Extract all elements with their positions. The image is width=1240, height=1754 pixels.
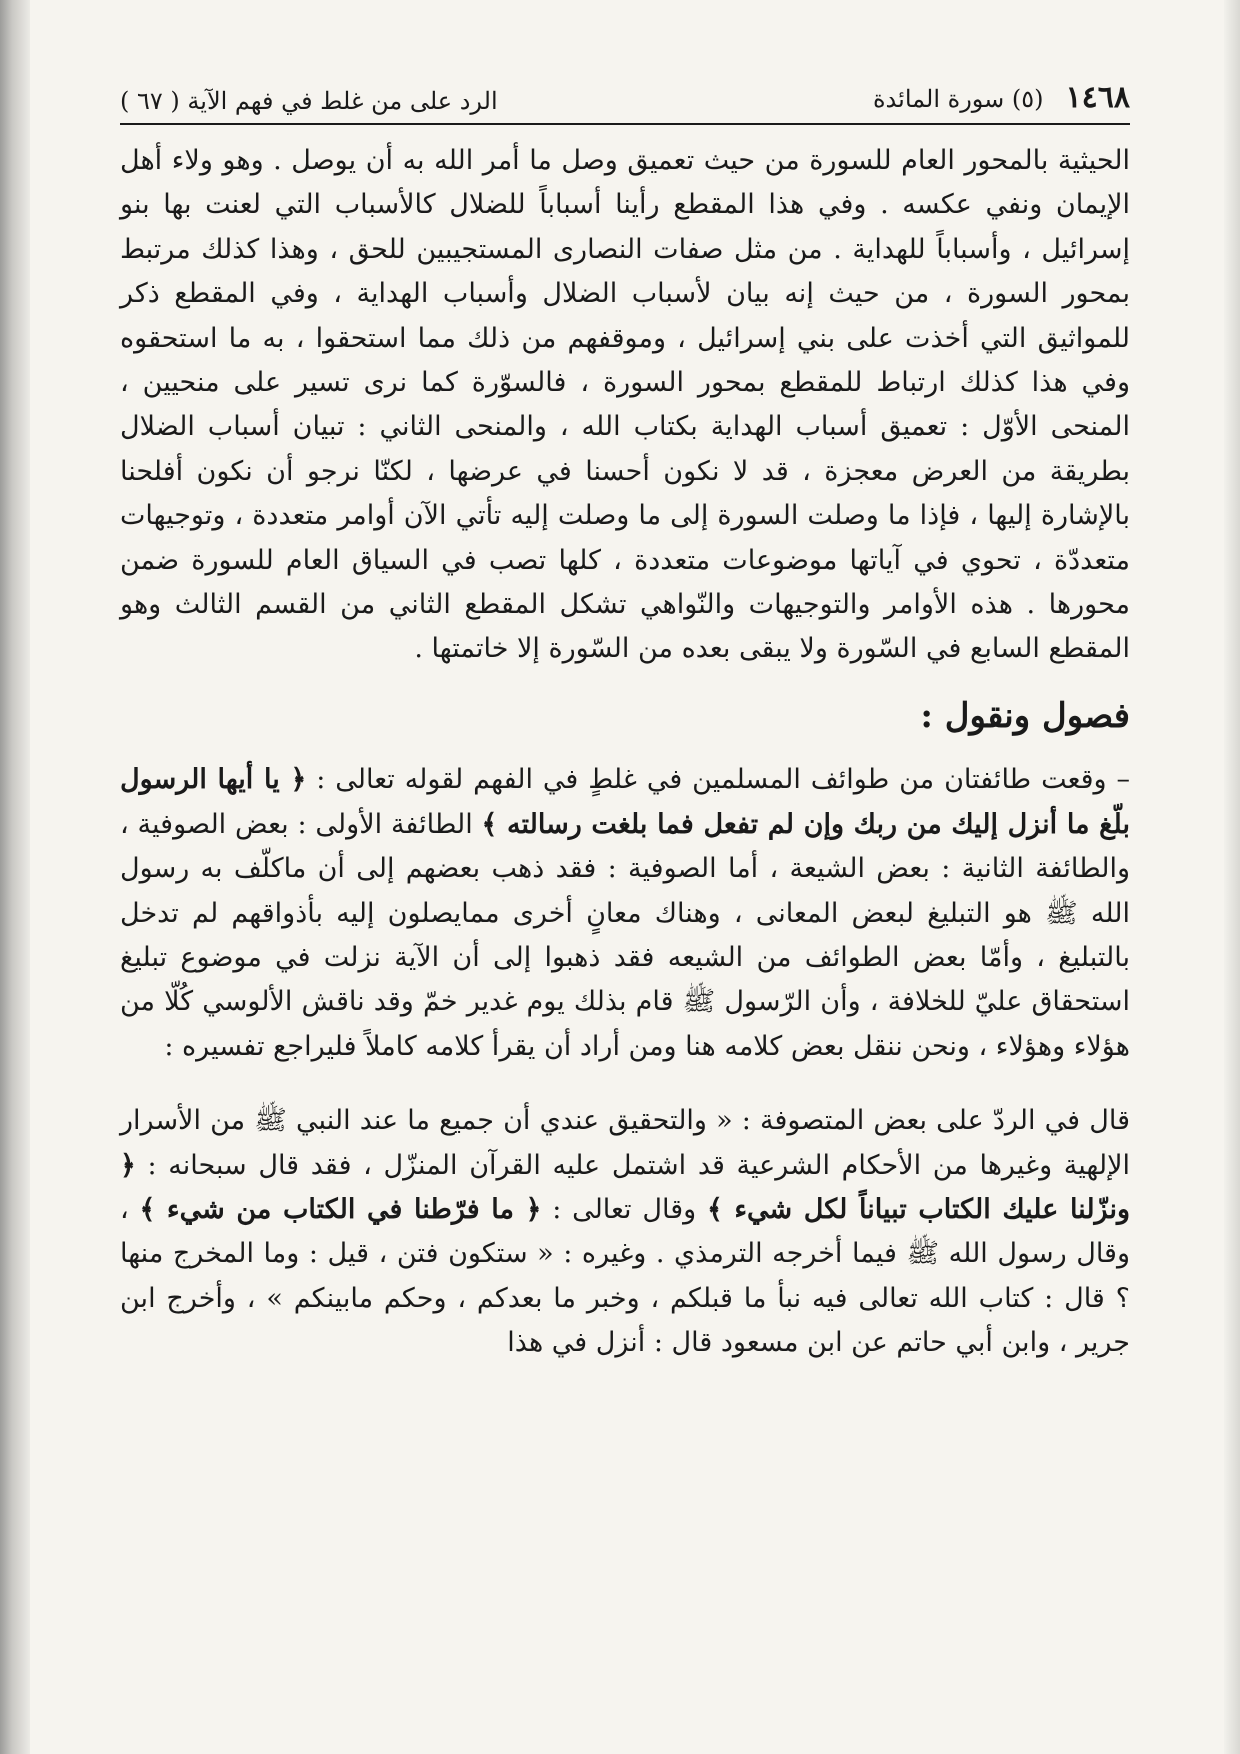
page-edge-right <box>1224 0 1240 1754</box>
paragraph-3 <box>120 1099 1130 1365</box>
paragraph-3-part-1: قال في الردّ على بعض المتصوفة : « والتحقيق عندي أن جميع ما عند النبي ﷺ من الأسرار الإلهية وغيرها من الأحكام الشرعية قد اشتمل عليه القرآن المنزّل ، فقد قال سبحانه : <box>120 1105 1130 1181</box>
page-number: ١٤٦٨ <box>1065 80 1130 115</box>
quran-verse: ﴿ ما فرّطنا في الكتاب من شيء ﴾ <box>139 1193 542 1225</box>
quran-verse: ﴿ يا أيها الرسول بلّغ ما أنزل إليك من ربك وإن لم تفعل فما بلغت رسالته ﴾ <box>120 764 1130 840</box>
chapter-topic: الرد على من غلط في فهم الآية ( ٦٧ ) <box>120 87 498 115</box>
section-title: فصول ونقول : <box>920 695 1130 736</box>
paragraph-3-part-3: ، وقال رسول الله ﷺ فيما أخرجه الترمذي . وغيره : « ستكون فتن ، قيل : وما المخرج منها ؟ قال : كتاب الله تعالى فيه نبأ ما قبلكم ، وخبر ما بعدكم ، وحكم مابينكم » ، وأخرج ابن جرير ، وابن أبي حاتم عن ابن مسعود قال : أنزل في هذا <box>120 1193 1130 1359</box>
quran-verse: ﴿ ونزّلنا عليك الكتاب تبياناً لكل شيء ﴾ <box>120 1149 1130 1225</box>
running-head <box>120 80 1130 125</box>
running-head-right <box>873 80 1130 115</box>
book-page <box>120 80 1130 1720</box>
surah-name: (٥) سورة المائدة <box>872 85 1044 113</box>
page-edge-left <box>0 0 30 1754</box>
paragraph-2-rest: الطائفة الأولى : بعض الصوفية ، والطائفة الثانية : بعض الشيعة ، أما الصوفية : فقد ذهب بعضهم إلى أن ماكلّف به رسول الله ﷺ هو التبليغ لبعض المعانى ، وهناك معانٍ أخرى ممايصلون إليه بأذواقهم لم تدخل بالتبليغ ، وأمّا بعض الطوائف من الشيعه فقد ذهبوا إلى أن الآية نزلت في موضوع تبليغ استحقاق عليّ للخلافة ، وأن الرّسول ﷺ قام بذلك يوم غدير خمّ وقد ناقش الألوسي كُلّا من هؤلاء وهؤلاء ، ونحن ننقل بعض كلامه هنا ومن أراد أن يقرأ كلامه كاملاً فليراجع تفسيره : <box>120 808 1130 1062</box>
paragraph-1: الحيثية بالمحور العام للسورة من حيث تعميق وصل ما أمر الله به أن يوصل . وهو ولاء أهل الإيمان ونفي عكسه . وفي هذا المقطع رأينا أسباباً للضلال كالأسباب التي لعنت بها بنو إسرائيل ، وأسباباً للهداية . من مثل صفات النصارى المستجيبين للحق ، وهذا كذلك مرتبط بمحور السورة ، من حيث إنه بيان لأسباب الضلال وأسباب الهداية ، وفي المقطع ذكر للمواثيق التي أخذت على بني إسرائيل ، وموقفهم من ذلك مما استحقوا ، به ما استحقوه وفي هذا كذلك ارتباط للمقطع بمحور السورة ، فالسوّرة كما نرى تسير على منحيين ، المنحى الأوّل : تعميق أسباب الهداية بكتاب الله ، والمنحى الثاني : تبيان أسباب الضلال بطريقة من العرض معجزة ، قد لا نكون أحسنا في عرضها ، لكنّا نرجو أن نكون أفلحنا بالإشارة إليها ، فإذا ما وصلت السورة إلى ما وصلت إليه تأتي الآن أوامر متعددة ، وتوجيهات متعددّة ، تحوي في آياتها موضوعات متعددة ، كلها تصب في السياق العام للسورة ضمن محورها . هذه الأوامر والتوجيهات والنّواهي تشكل المقطع الثاني من القسم الثالث وهو المقطع السابع في السّورة ولا يبقى بعده من السّورة إلا خاتمتها . <box>120 145 1130 665</box>
paragraph-2 <box>120 758 1130 1069</box>
paragraph-3-part-2: وقال تعالى : <box>541 1193 707 1225</box>
paragraph-2-intro: – وقعت طائفتان من طوائف المسلمين في غلطٍ في الفهم لقوله تعالى : <box>306 764 1130 796</box>
body-text <box>120 139 1130 1366</box>
